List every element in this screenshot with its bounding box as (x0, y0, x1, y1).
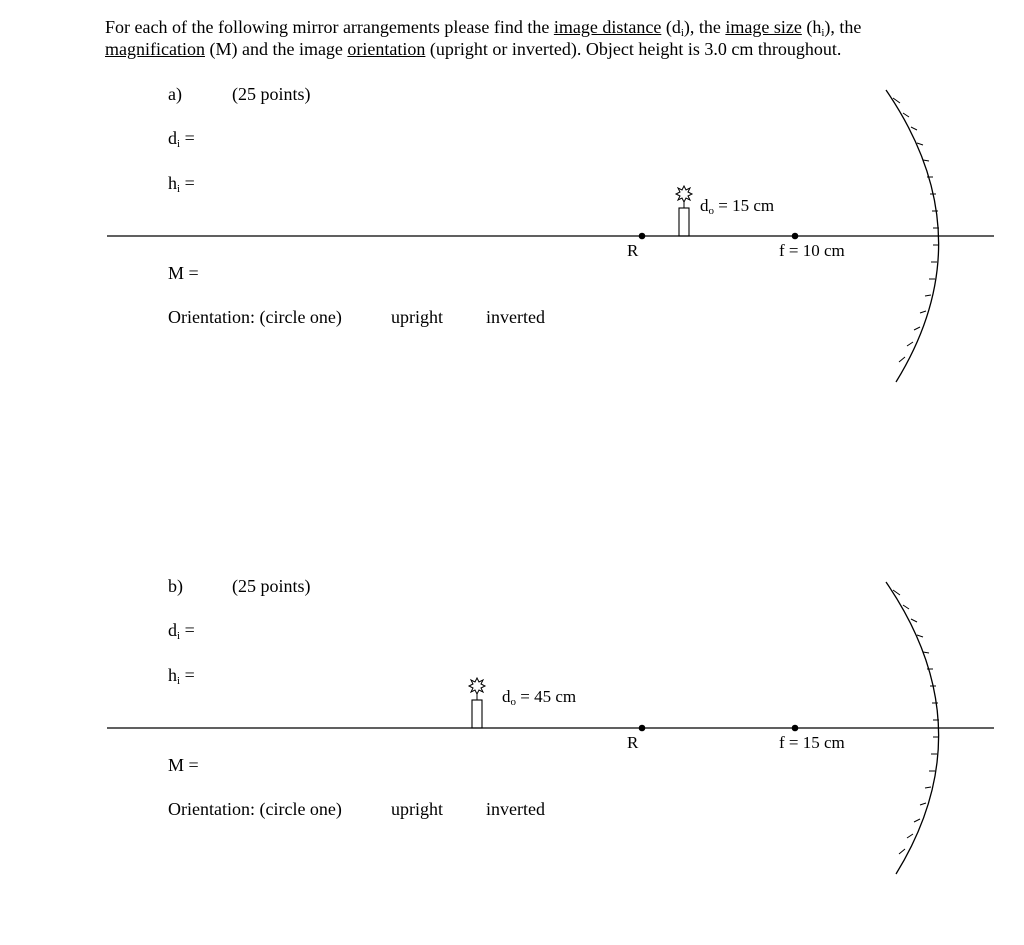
object-candle-icon (676, 186, 692, 236)
diagram-b (107, 582, 994, 874)
underline-orientation: orientation (347, 39, 426, 59)
intro-text: For each of the following mirror arrangements please find the (105, 17, 554, 37)
focal-point (792, 233, 799, 240)
orientation-label: Orientation: (circle one) (168, 307, 342, 327)
option-inverted[interactable]: inverted (486, 307, 545, 327)
points-label: (25 points) (232, 84, 311, 104)
underline-image-size: image size (725, 17, 802, 37)
center-of-curvature-point (639, 725, 646, 732)
image-height-label: $h_i$ = (168, 173, 195, 195)
center-of-curvature-point (639, 233, 646, 240)
center-of-curvature-label: R (627, 241, 639, 260)
orientation-label: Orientation: (circle one) (168, 799, 342, 819)
focal-length-label: f = 15 cm (779, 733, 845, 752)
magnification-label: M = (168, 263, 199, 283)
instructions-paragraph: For each of the following mirror arrangements please find the image distance $(d_i)$, the image size $(h_i)$, the magnification (M) and the image orientation (upright or inverted). Object height is 3.0 cm throughout. (105, 17, 862, 59)
option-upright[interactable]: upright (391, 799, 443, 819)
focal-length-label: f = 10 cm (779, 241, 845, 260)
underline-image-distance: image distance (553, 17, 662, 37)
part-letter: a) (168, 84, 182, 104)
option-upright[interactable]: upright (391, 307, 443, 327)
points-label: (25 points) (232, 576, 311, 596)
part-letter: b) (168, 576, 183, 596)
focal-point (792, 725, 799, 732)
object-candle-icon (469, 678, 485, 728)
underline-magnification: magnification (105, 39, 205, 59)
object-distance-label: $d_o = 45$ cm (502, 687, 577, 708)
object-distance-label: $d_o = 15$ cm (700, 196, 775, 217)
image-distance-label: $d_i$ = (168, 620, 195, 642)
diagram-a (107, 90, 994, 382)
magnification-label: M = (168, 755, 199, 775)
option-inverted[interactable]: inverted (486, 799, 545, 819)
image-height-label: $h_i$ = (168, 665, 195, 687)
image-distance-label: $d_i$ = (168, 128, 195, 150)
center-of-curvature-label: R (627, 733, 639, 752)
